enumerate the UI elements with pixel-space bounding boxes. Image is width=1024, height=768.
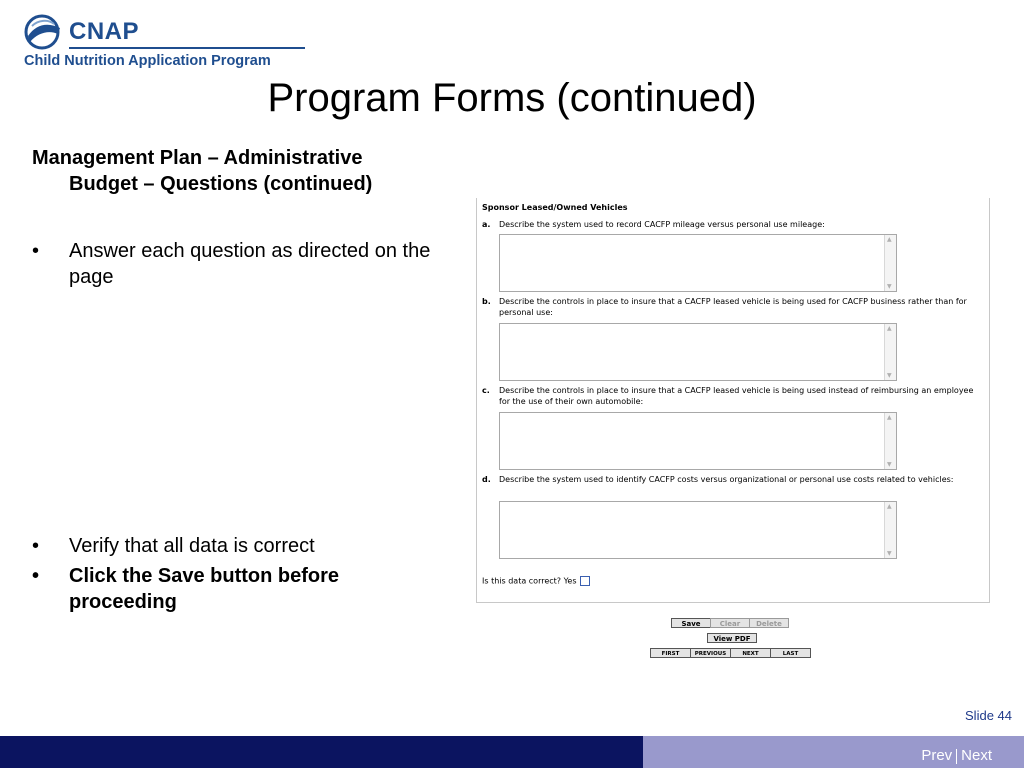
cnap-logo xyxy=(22,14,307,72)
data-correct-confirm xyxy=(482,576,590,586)
section-heading xyxy=(32,145,472,197)
clear-button[interactable]: Clear xyxy=(710,618,750,628)
textarea-scrollbar[interactable] xyxy=(884,324,896,380)
next-button[interactable]: NEXT xyxy=(730,648,771,658)
textarea-scrollbar[interactable] xyxy=(884,413,896,469)
scroll-up-icon[interactable]: ▲ xyxy=(887,414,892,421)
next-link[interactable]: Next xyxy=(961,747,992,764)
bullet-marker: • xyxy=(32,565,40,587)
bullet-click-save xyxy=(32,563,452,615)
scroll-down-icon[interactable]: ▼ xyxy=(887,283,892,290)
save-button[interactable]: Save xyxy=(671,618,711,628)
question-letter: a. xyxy=(482,220,491,229)
delete-button[interactable]: Delete xyxy=(749,618,789,628)
scroll-up-icon[interactable]: ▲ xyxy=(887,325,892,332)
bullet-marker: • xyxy=(32,535,40,557)
cnap-globe-logo-icon xyxy=(22,14,66,50)
answer-c-textarea[interactable] xyxy=(499,412,897,470)
slide-navigation xyxy=(921,747,992,764)
bullet-answer-questions xyxy=(32,238,452,290)
answer-b-textarea[interactable] xyxy=(499,323,897,381)
question-text: Describe the system used to record CACFP mileage versus personal use mileage: xyxy=(499,220,825,229)
footer-bar xyxy=(0,736,1024,768)
heading-line-1: Management Plan – Administrative xyxy=(32,147,363,169)
first-button[interactable]: FIRST xyxy=(650,648,691,658)
question-text: Describe the controls in place to insure that a CACFP leased vehicle is being used for CACFP business rather than for personal use: xyxy=(499,297,967,317)
scroll-down-icon[interactable]: ▼ xyxy=(887,461,892,468)
slide-number: Slide 44 xyxy=(965,708,1012,723)
page-nav-button-row xyxy=(650,648,810,658)
logo-subtitle: Child Nutrition Application Program xyxy=(24,53,271,69)
scroll-down-icon[interactable]: ▼ xyxy=(887,372,892,379)
view-pdf-button[interactable]: View PDF xyxy=(707,633,757,643)
question-b xyxy=(482,296,982,318)
question-c xyxy=(482,385,982,407)
textarea-scrollbar[interactable] xyxy=(884,235,896,291)
question-text: Describe the controls in place to insure that a CACFP leased vehicle is being used instead of reimbursing an employee for the use of their own automobile: xyxy=(499,386,974,406)
bullet-verify-data xyxy=(32,533,452,559)
answer-d-textarea[interactable] xyxy=(499,501,897,559)
heading-line-2: Budget – Questions (continued) xyxy=(69,173,373,195)
bullet-text: Verify that all data is correct xyxy=(69,535,315,557)
scroll-up-icon[interactable]: ▲ xyxy=(887,503,892,510)
scroll-down-icon[interactable]: ▼ xyxy=(887,550,892,557)
scroll-up-icon[interactable]: ▲ xyxy=(887,236,892,243)
form-section-title: Sponsor Leased/Owned Vehicles xyxy=(482,203,628,212)
bullet-marker: • xyxy=(32,240,40,262)
question-a xyxy=(482,219,982,230)
bullet-text: Answer each question as directed on the page xyxy=(69,240,431,288)
last-button[interactable]: LAST xyxy=(770,648,811,658)
bullet-text: Click the Save button before proceeding xyxy=(69,565,340,613)
confirm-yes-checkbox[interactable] xyxy=(580,576,590,586)
question-d xyxy=(482,474,982,485)
previous-button[interactable]: PREVIOUS xyxy=(690,648,731,658)
slide-title: Program Forms (continued) xyxy=(267,76,757,120)
footer-dark-band xyxy=(0,736,643,768)
question-text: Describe the system used to identify CACFP costs versus organizational or personal use costs related to vehicles: xyxy=(499,475,954,484)
textarea-scrollbar[interactable] xyxy=(884,502,896,558)
question-letter: b. xyxy=(482,297,491,306)
question-letter: d. xyxy=(482,475,491,484)
logo-divider xyxy=(69,47,305,49)
confirm-label: Is this data correct? Yes xyxy=(482,576,577,586)
action-button-row xyxy=(671,618,788,628)
nav-separator xyxy=(956,749,957,764)
answer-a-textarea[interactable] xyxy=(499,234,897,292)
vehicles-form-panel xyxy=(476,198,990,603)
logo-wordmark: CNAP xyxy=(69,18,140,45)
prev-link[interactable]: Prev xyxy=(921,747,953,764)
question-letter: c. xyxy=(482,386,490,395)
pdf-button-row xyxy=(707,633,756,643)
